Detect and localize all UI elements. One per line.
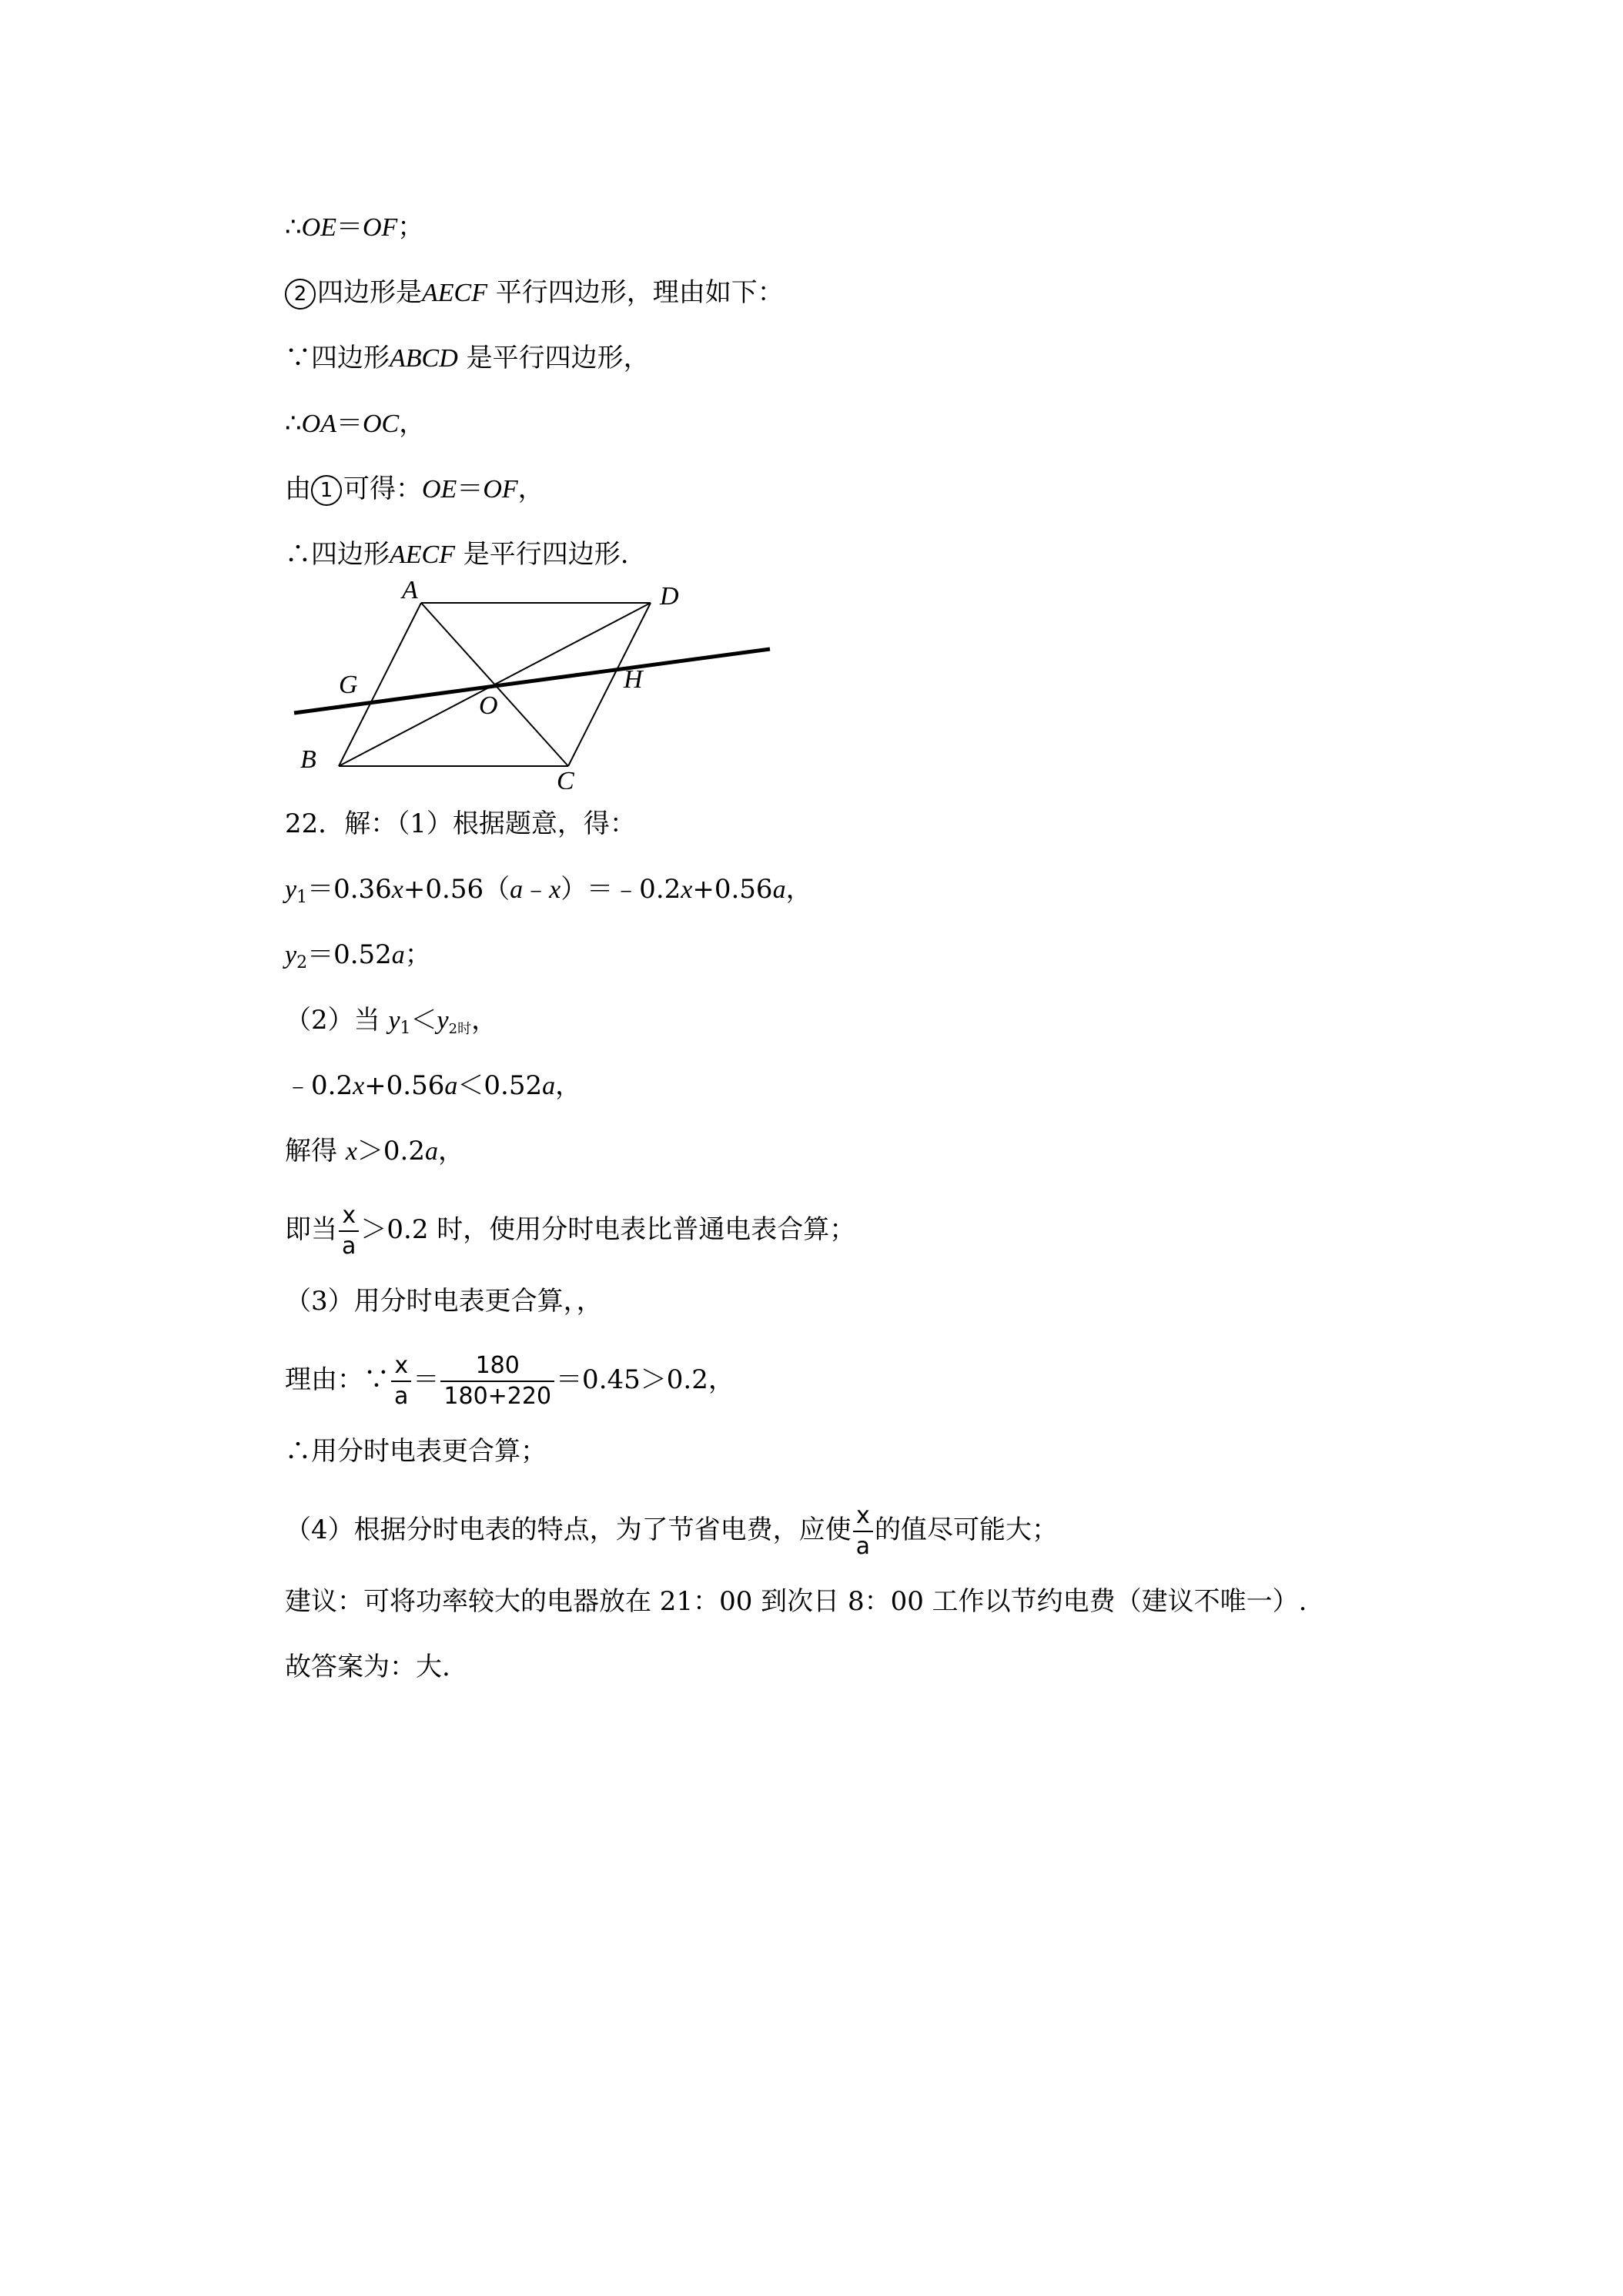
line-from-part1: 由 1 可得：OE＝OF， — [285, 474, 544, 504]
line-abcd-parallelogram: ∵四边形ABCD 是平行四边形， — [285, 343, 650, 373]
line-y2-expression: $y_2=0.52a$； — [285, 939, 431, 972]
circled-number-1: 1 — [311, 475, 342, 506]
line-final-answer: 故答案为：大. — [285, 1652, 450, 1682]
label-c: C — [557, 767, 574, 789]
line-part2-claim: 2 四边形是AECF 平行四边形，理由如下： — [285, 273, 784, 313]
label-g: G — [339, 671, 358, 699]
line-q22-intro: 22．解：（1）根据题意，得： — [285, 808, 636, 839]
line-part4-claim: （4）根据分时电表的特点，为了节省电费，应使 $\frac{x}{a}$ 的值尽可能大； — [285, 1502, 1059, 1560]
line-part3-conclusion: ∴用分时电表更合算； — [285, 1436, 547, 1467]
label-a: A — [402, 581, 418, 604]
label-d: D — [660, 582, 679, 611]
fraction-x-over-a: $\frac{x}{a}$ — [339, 1201, 359, 1261]
label-o: O — [479, 691, 498, 720]
line-oe-equals-of: ∴OE＝OF； — [285, 212, 424, 243]
line-part3-reason: 理由：∵ $\frac{x}{a}$ ＝ $\frac{180}{180+220}$ ＝0.45＞0.2， — [285, 1352, 735, 1410]
line-y1-expression: $y_1=0.36x+0.56(a﹣x)=﹣0.2x+0.56a$， — [285, 874, 812, 907]
fraction-x-over-a: $\frac{x}{a}$ — [853, 1501, 873, 1561]
line-solution-x: 解得 x＞0.2a， — [285, 1136, 464, 1166]
line-gh — [294, 649, 770, 713]
line-suggestion: 建议：可将功率较大的电器放在 21：00 到次日 8：00 工作以节约电费（建议不唯一）. — [285, 1586, 1307, 1617]
fraction-x-over-a: $\frac{x}{a}$ — [391, 1351, 411, 1411]
line-ratio-condition: 即当 $\frac{x}{a}$ ＞0.2 时，使用分时电表比普通电表合算； — [285, 1202, 856, 1260]
label-h: H — [624, 665, 643, 694]
line-oa-equals-oc: ∴OA＝OC， — [285, 408, 426, 439]
line-aecf-conclusion: ∴四边形AECF 是平行四边形. — [285, 539, 629, 570]
line-part2-condition: （2）当 $y_1<y_{2时}$， — [285, 1005, 498, 1038]
circled-number-2: 2 — [285, 279, 316, 310]
parallelogram-diagram — [285, 581, 793, 789]
line-part3-claim: （3）用分时电表更合算，， — [285, 1286, 603, 1317]
label-b: B — [300, 745, 316, 774]
fraction-180-over-400: $\frac{180}{180+220}$ — [440, 1351, 554, 1411]
line-inequality: ﹣0.2x+0.56a＜0.52a， — [285, 1070, 582, 1101]
